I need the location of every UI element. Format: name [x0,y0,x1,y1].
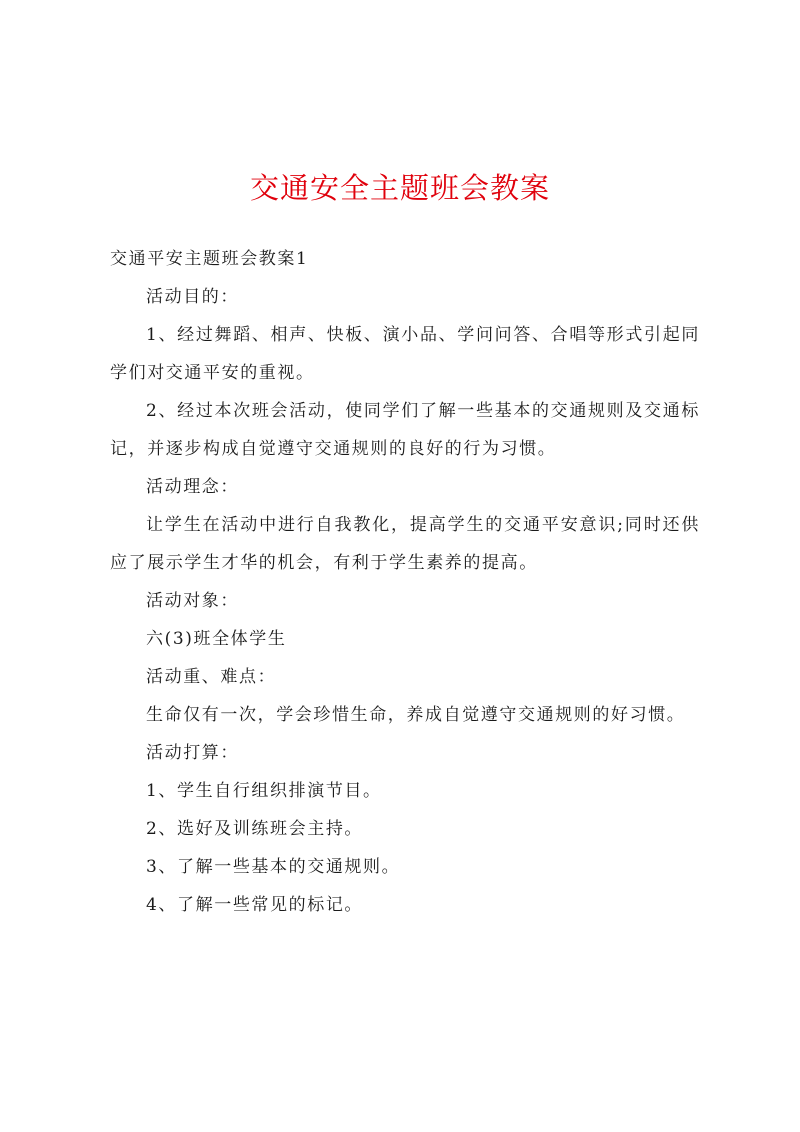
paragraph-plan-label: 活动打算： [146,743,239,763]
paragraph-goal-1: 1、经过舞蹈、相声、快板、演小品、学问问答、合唱等形式引起同学们对交通平安的重视。 [110,325,700,383]
paragraph-plan-4: 4、了解一些常见的标记。 [146,895,364,915]
paragraph-key-points: 生命仅有一次，学会珍惜生命，养成自觉遵守交通规则的好习惯。 [146,705,686,725]
paragraph-plan-1: 1、学生自行组织排演节目。 [146,781,382,801]
paragraph-plan-3: 3、了解一些基本的交通规则。 [146,857,401,877]
document-body [110,240,700,924]
paragraph-key-points-label: 活动重、难点： [146,667,277,687]
paragraph-target-label: 活动对象： [146,591,239,611]
document-title: 交通安全主题班会教案 [249,171,550,205]
paragraph-plan-2: 2、选好及训练班会主持。 [146,819,364,839]
paragraph-target: 六(3)班全体学生 [146,629,287,649]
paragraph-goal-2: 2、经过本次班会活动，使同学们了解一些基本的交通规则及交通标记，并逐步构成自觉遵守交通规则的良好的行为习惯。 [110,401,700,459]
paragraph-concept-label: 活动理念： [146,477,239,497]
section-heading: 交通平安主题班会教案1 [110,249,309,269]
paragraph-concept: 让学生在活动中进行自我教化，提高学生的交通平安意识;同时还供应了展示学生才华的机会，有利于学生素养的提高。 [110,515,700,573]
paragraph-activity-goal-label: 活动目的： [146,287,239,307]
